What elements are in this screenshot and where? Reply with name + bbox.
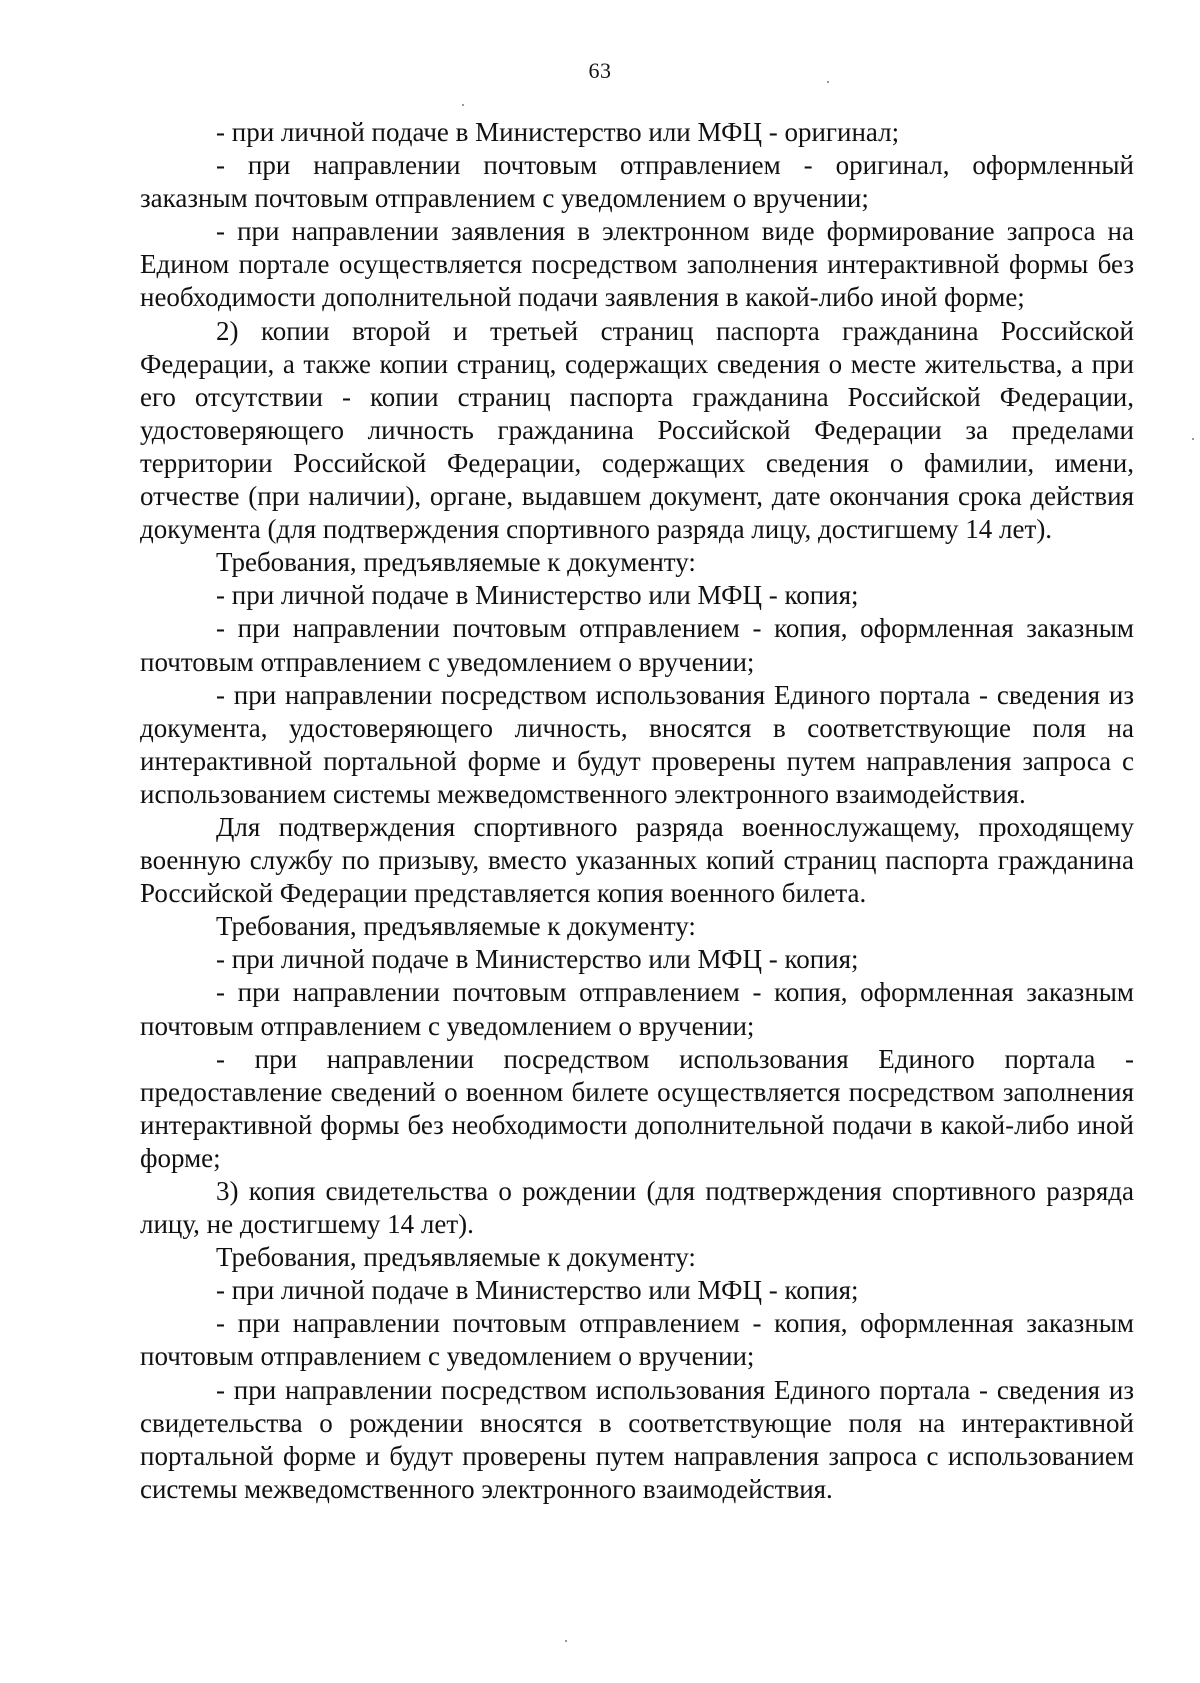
- document-body: [140, 116, 1134, 1506]
- paragraph: - при личной подаче в Министерство или МФЦ - копия;: [216, 580, 859, 611]
- paragraph: 3) копия свидетельства о рождении (для подтверждения спортивного разряда лицу, не достигшему 14 лет).: [140, 1176, 1134, 1240]
- paragraph: Требования, предъявляемые к документу:: [216, 911, 696, 942]
- scan-speck: [565, 1640, 567, 1642]
- paragraph: - при личной подаче в Министерство или МФЦ - оригинал;: [216, 117, 900, 147]
- paragraph: - при направлении посредством использования Единого портала - сведения из документа, удостоверяющего личность, вносятся в соответствующие поля на интерактивной портальной форме и будут проверены путем направления запроса с использованием системы межведомственного электронного взаимодействия.: [140, 679, 1134, 809]
- scan-speck: [462, 104, 464, 106]
- paragraph: - при направлении почтовым отправлением - копия, оформленная заказным почтовым отправлением с уведомлением о вручении;: [140, 613, 1134, 677]
- paragraph: Требования, предъявляемые к документу:: [216, 547, 696, 578]
- paragraph: - при направлении почтовым отправлением - копия, оформленная заказным почтовым отправлением с уведомлением о вручении;: [140, 977, 1134, 1041]
- scan-speck: [1192, 438, 1194, 440]
- paragraph: - при личной подаче в Министерство или МФЦ - копия;: [216, 944, 859, 975]
- paragraph: - при направлении заявления в электронном виде формирование запроса на Едином портале осуществляется посредством заполнения интерактивной формы без необходимости дополнительной подачи заявления в какой-либо иной форме;: [140, 216, 1134, 313]
- paragraph: Требования, предъявляемые к документу:: [216, 1242, 696, 1273]
- paragraph: - при личной подаче в Министерство или МФЦ - копия;: [216, 1275, 859, 1306]
- paragraph: - при направлении почтовым отправлением - оригинал, оформленный заказным почтовым отправлением с уведомлением о вручении;: [140, 150, 1134, 214]
- paragraph: 2) копии второй и третьей страниц паспорта гражданина Российской Федерации, а также копии страниц, содержащих сведения о месте жительства, а при его отсутствии - копии страниц паспорта гражданина Российской Федерации, удостоверяющего личность гражданина Российской Федерации за пределами территории Российской Федерации, содержащих сведения о фамилии, имени, отчестве (при наличии), органе, выдавшем документ, дате окончания срока действия документа (для подтверждения спортивного разряда лицу, достигшему 14 лет).: [140, 315, 1134, 545]
- page-number: 63: [588, 58, 612, 83]
- scan-speck: [827, 81, 829, 83]
- paragraph: Для подтверждения спортивного разряда военнослужащему, проходящему военную службу по призыву, вместо указанных копий страниц паспорта гражданина Российской Федерации представляется копия военного билета.: [140, 811, 1134, 909]
- paragraph: - при направлении посредством использования Единого портала - сведения из свидетельства о рождении вносятся в соответствующие поля на интерактивной портальной форме и будут проверены путем направления запроса с использованием системы межведомственного электронного взаимодействия.: [140, 1374, 1134, 1504]
- paragraph: - при направлении почтовым отправлением - копия, оформленная заказным почтовым отправлением с уведомлением о вручении;: [140, 1308, 1134, 1372]
- paragraph: - при направлении посредством использования Единого портала - предоставление сведений о военном билете осуществляется посредством заполнения интерактивной формы без необходимости дополнительной подачи в какой-либо иной форме;: [140, 1043, 1134, 1173]
